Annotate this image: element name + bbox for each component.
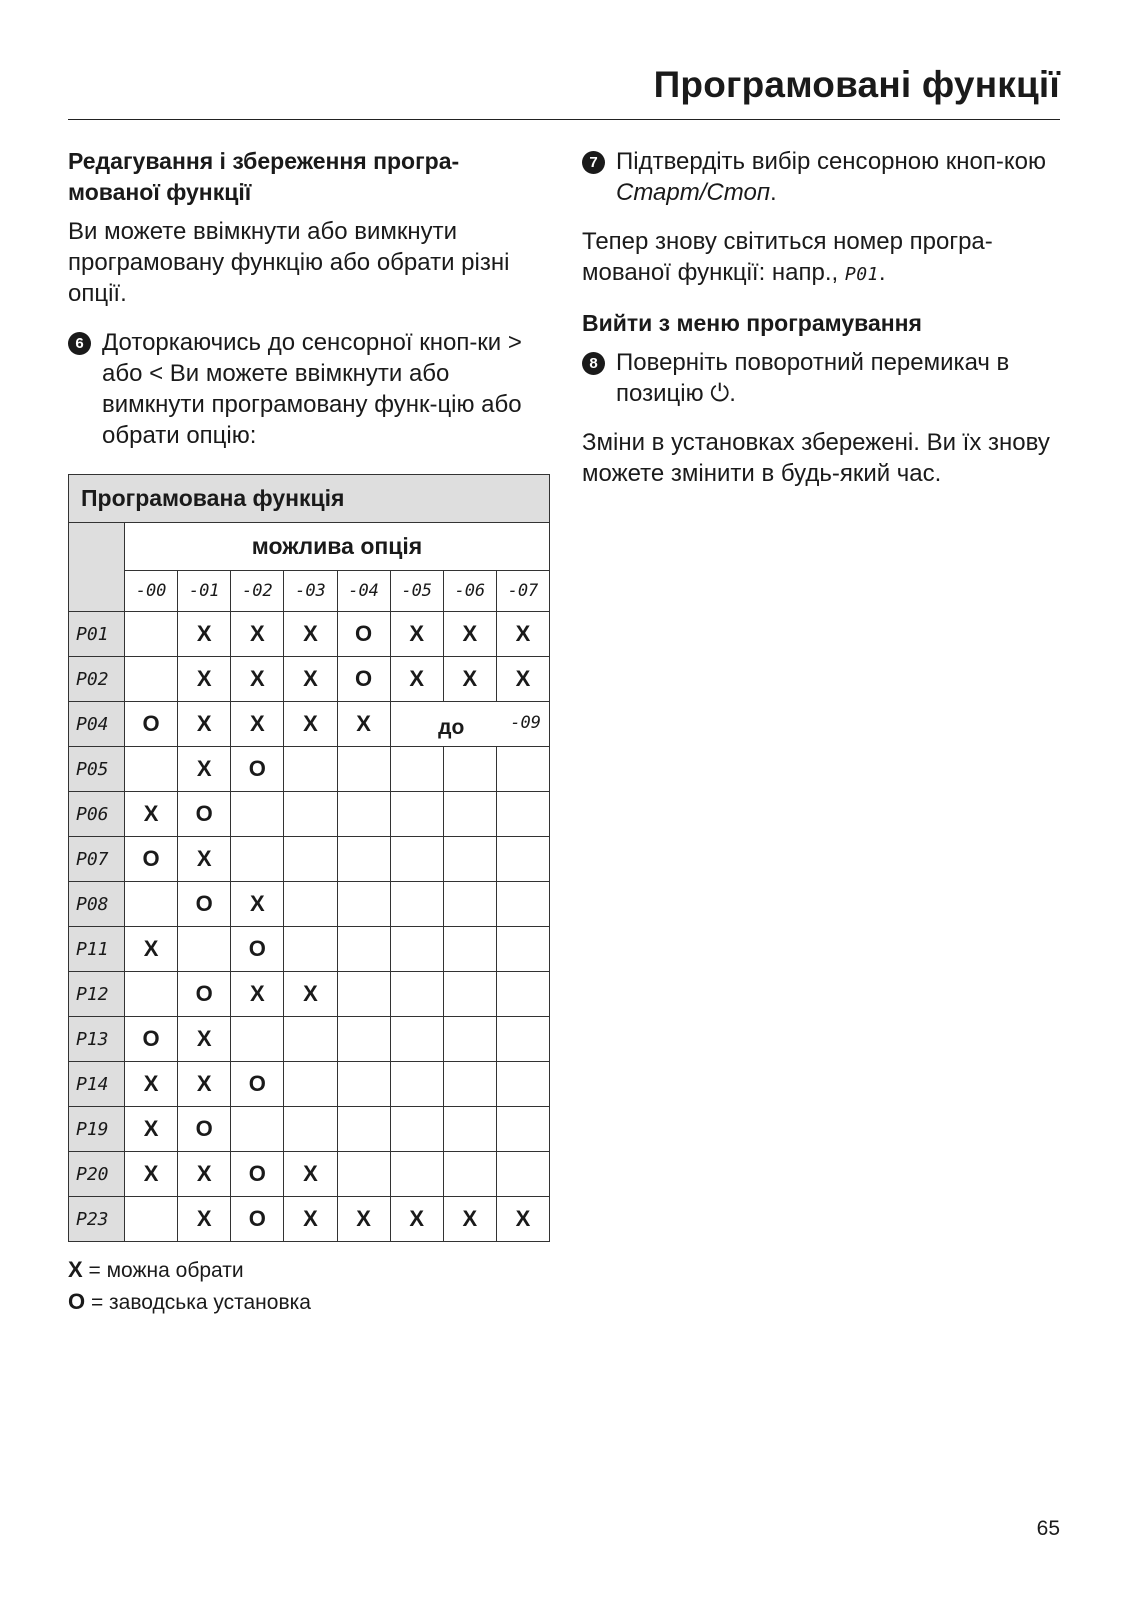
- table-cell: X: [284, 1152, 337, 1197]
- table-cell: [443, 1152, 496, 1197]
- page-number: 65: [1036, 1517, 1060, 1540]
- step-8-text: Поверніть поворотний перемикач в позицію ⏻.: [616, 349, 1010, 407]
- table-cell: [443, 1062, 496, 1107]
- table-cell: [231, 792, 284, 837]
- table-cell: O: [178, 792, 231, 837]
- table-row: [69, 1107, 550, 1152]
- table-cell: X: [178, 1062, 231, 1107]
- table-cell: X: [443, 612, 496, 657]
- section-heading-edit: Редагування і збереження програ-мованої функції: [68, 148, 460, 205]
- table-cell: O: [231, 747, 284, 792]
- table-cell: X: [125, 927, 178, 972]
- table-cell: [443, 882, 496, 927]
- table-cell: O: [231, 1152, 284, 1197]
- table-cell: [390, 1062, 443, 1107]
- step-6-text: Доторкаючись до сенсорної кноп-ки > або < Ви можете ввімкнути або вимкнути програмовану функ-цію або обрати опцію:: [102, 329, 522, 449]
- table-cell: [337, 837, 390, 882]
- table-cell: [125, 882, 178, 927]
- table-cell: X: [390, 657, 443, 702]
- table-cell: X: [231, 882, 284, 927]
- table-cell: [337, 1017, 390, 1062]
- start-stop-label: Старт/Стоп: [616, 179, 771, 206]
- table-cell: [390, 927, 443, 972]
- table-row: [69, 927, 550, 972]
- option-header: -03: [284, 571, 337, 612]
- table-corner: [69, 523, 125, 612]
- table-title: Програмована функція: [69, 475, 550, 523]
- function-table: [68, 474, 550, 1242]
- lcd-code: P01: [844, 264, 879, 285]
- table-cell: O: [231, 1197, 284, 1242]
- table-cell: O: [178, 972, 231, 1017]
- table-cell: [284, 1062, 337, 1107]
- table-cell: [178, 927, 231, 972]
- table-cell: X: [390, 612, 443, 657]
- function-code: P19: [69, 1107, 125, 1152]
- table-cell: X: [178, 747, 231, 792]
- legend-item-x: X = можна обрати: [68, 1257, 244, 1282]
- step-number-badge: 6: [68, 332, 91, 355]
- table-cell: [125, 972, 178, 1017]
- table-title-row: [69, 475, 550, 523]
- table-row: [69, 747, 550, 792]
- table-row: [69, 612, 550, 657]
- right-column: [582, 146, 1062, 507]
- table-cell: [337, 747, 390, 792]
- table-cell: [390, 837, 443, 882]
- table-cell: [443, 927, 496, 972]
- table-cell: X: [178, 837, 231, 882]
- table-cell: [390, 1152, 443, 1197]
- table-cell: O: [337, 657, 390, 702]
- table-cell: [337, 972, 390, 1017]
- now-lit-paragraph: Тепер знову світиться номер програ-мованої функції: напр., P01.: [582, 228, 993, 286]
- table-cell: [390, 1107, 443, 1152]
- table-cell: X: [178, 612, 231, 657]
- table-cell: [496, 972, 549, 1017]
- step-7-text: Підтвердіть вибір сенсорною кноп-кою: [616, 148, 1046, 175]
- table-row: [69, 1152, 550, 1197]
- step-8: [582, 347, 1062, 409]
- table-cell: X: [125, 792, 178, 837]
- function-code: P02: [69, 657, 125, 702]
- title-rule: [68, 119, 1060, 120]
- table-cell: [496, 792, 549, 837]
- function-code: P04: [69, 702, 125, 747]
- option-header: -02: [231, 571, 284, 612]
- legend-item-o: O = заводська установка: [68, 1289, 311, 1314]
- table-row: [69, 1017, 550, 1062]
- table-cell: O: [125, 702, 178, 747]
- table-cell: X: [231, 657, 284, 702]
- table-cell: [496, 1107, 549, 1152]
- table-cell: [496, 1062, 549, 1107]
- table-row: [69, 1062, 550, 1107]
- function-code: P07: [69, 837, 125, 882]
- table-cell: X: [337, 1197, 390, 1242]
- table-cell: [284, 837, 337, 882]
- table-cell: [284, 1107, 337, 1152]
- table-row: [69, 972, 550, 1017]
- option-header: -00: [125, 571, 178, 612]
- range-cell: [390, 702, 549, 747]
- table-cell: [443, 972, 496, 1017]
- table-cell: X: [284, 612, 337, 657]
- page-title: Програмовані функції: [653, 64, 1060, 105]
- table-cell: [337, 882, 390, 927]
- table-subtitle-row: [69, 523, 550, 571]
- table-cell: X: [390, 1197, 443, 1242]
- options-row: [69, 571, 550, 612]
- table-cell: [443, 837, 496, 882]
- table-row: [69, 882, 550, 927]
- table-cell: O: [125, 837, 178, 882]
- table-cell: [337, 927, 390, 972]
- range-value: -09: [510, 713, 541, 733]
- table-cell: [125, 1197, 178, 1242]
- table-cell: [390, 1017, 443, 1062]
- table-row: [69, 702, 550, 747]
- table-cell: [496, 1152, 549, 1197]
- table-cell: X: [125, 1107, 178, 1152]
- step-number-badge: 7: [582, 151, 605, 174]
- table-cell: [125, 657, 178, 702]
- table-cell: [337, 1107, 390, 1152]
- table-cell: X: [231, 702, 284, 747]
- table-cell: X: [125, 1152, 178, 1197]
- option-header: -06: [443, 571, 496, 612]
- table-cell: X: [443, 1197, 496, 1242]
- table-cell: [125, 747, 178, 792]
- option-header: -04: [337, 571, 390, 612]
- table-cell: [231, 837, 284, 882]
- step-7: 7 Підтвердіть вибір сенсорною кноп-кою Старт/Стоп.: [582, 146, 1062, 208]
- table-row: [69, 792, 550, 837]
- table-cell: X: [231, 612, 284, 657]
- table-cell: [443, 747, 496, 792]
- table-cell: [390, 747, 443, 792]
- table-cell: [390, 882, 443, 927]
- function-code: P06: [69, 792, 125, 837]
- step-number-badge: 8: [582, 352, 605, 375]
- function-code: P11: [69, 927, 125, 972]
- table-cell: [125, 612, 178, 657]
- table-cell: [284, 1017, 337, 1062]
- saved-paragraph: Зміни в установках збережені. Ви їх знову можете змінити в будь-який час.: [582, 429, 1050, 487]
- table-cell: X: [178, 1152, 231, 1197]
- function-code: P23: [69, 1197, 125, 1242]
- function-code: P08: [69, 882, 125, 927]
- table-cell: [496, 837, 549, 882]
- table-row: [69, 1197, 550, 1242]
- function-code: P01: [69, 612, 125, 657]
- table-cell: [284, 747, 337, 792]
- table-row: [69, 837, 550, 882]
- legend: [68, 1254, 311, 1318]
- table-cell: [284, 882, 337, 927]
- table-cell: X: [178, 657, 231, 702]
- table-cell: [390, 792, 443, 837]
- table-cell: X: [337, 702, 390, 747]
- table-subtitle: можлива опція: [125, 523, 550, 571]
- intro-paragraph: Ви можете ввімкнути або вимкнути програмовану функцію або обрати різні опції.: [68, 218, 510, 307]
- table-cell: [496, 1017, 549, 1062]
- step-6: [68, 327, 543, 451]
- table-cell: O: [337, 612, 390, 657]
- table-cell: X: [178, 1017, 231, 1062]
- table-cell: [284, 792, 337, 837]
- function-code: P14: [69, 1062, 125, 1107]
- table-cell: [284, 927, 337, 972]
- table-row: [69, 657, 550, 702]
- table-cell: X: [125, 1062, 178, 1107]
- table-cell: [443, 1107, 496, 1152]
- function-code: P20: [69, 1152, 125, 1197]
- table-cell: [390, 972, 443, 1017]
- table-cell: [443, 792, 496, 837]
- option-header: -01: [178, 571, 231, 612]
- table-cell: O: [231, 927, 284, 972]
- table-cell: X: [178, 1197, 231, 1242]
- table-cell: X: [178, 702, 231, 747]
- function-code: P05: [69, 747, 125, 792]
- table-cell: [231, 1107, 284, 1152]
- table-cell: [337, 1152, 390, 1197]
- table-cell: X: [231, 972, 284, 1017]
- function-code: P12: [69, 972, 125, 1017]
- table-cell: [337, 792, 390, 837]
- table-cell: X: [284, 972, 337, 1017]
- table-cell: [496, 747, 549, 792]
- table-cell: [496, 882, 549, 927]
- option-header: -07: [496, 571, 549, 612]
- table-cell: [337, 1062, 390, 1107]
- table-cell: X: [284, 702, 337, 747]
- function-code: P13: [69, 1017, 125, 1062]
- table-cell: [231, 1017, 284, 1062]
- table-cell: X: [443, 657, 496, 702]
- left-column: [68, 146, 543, 469]
- table-cell: O: [178, 882, 231, 927]
- table-cell: O: [125, 1017, 178, 1062]
- table-cell: X: [496, 657, 549, 702]
- table-cell: X: [496, 1197, 549, 1242]
- table-cell: O: [231, 1062, 284, 1107]
- table-cell: X: [496, 612, 549, 657]
- table-cell: [496, 927, 549, 972]
- table-cell: [443, 1017, 496, 1062]
- table-cell: X: [284, 1197, 337, 1242]
- table-cell: O: [178, 1107, 231, 1152]
- range-label: до: [438, 716, 465, 739]
- section-heading-exit: Вийти з меню програмування: [582, 310, 922, 336]
- table-cell: X: [284, 657, 337, 702]
- option-header: -05: [390, 571, 443, 612]
